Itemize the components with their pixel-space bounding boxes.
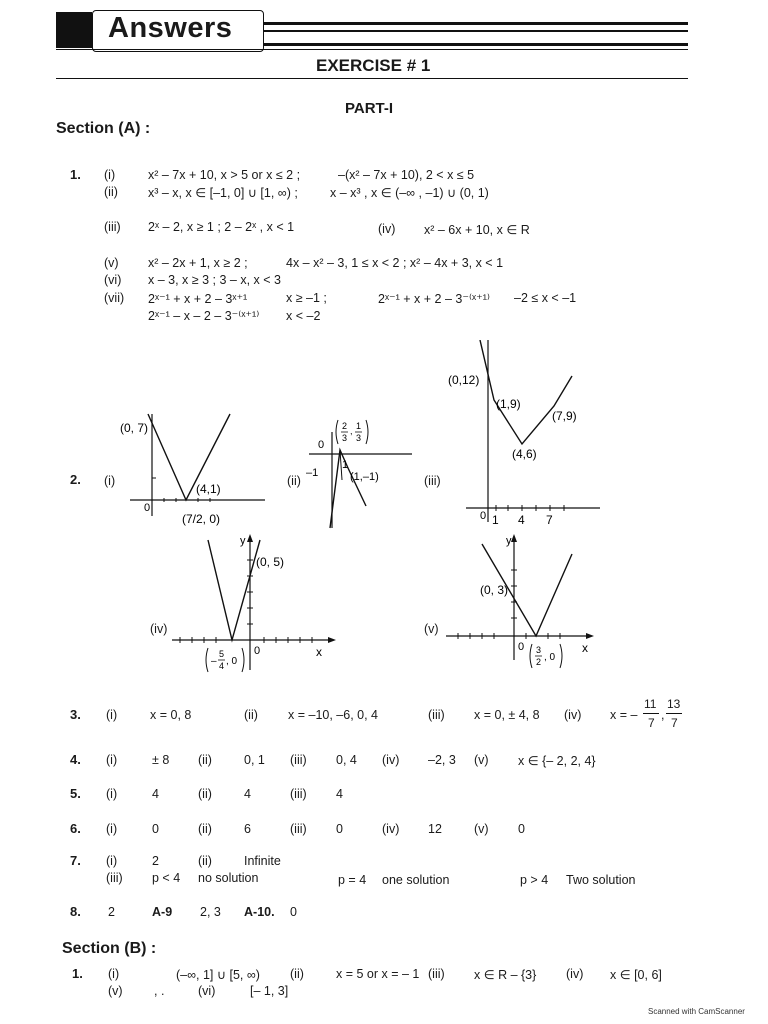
- b-q1-v1: (–∞, 1] ∪ [5, ∞): [176, 968, 260, 982]
- exercise-title: EXERCISE # 1: [316, 56, 431, 75]
- graph-v-y: y: [506, 535, 512, 547]
- graph-iii-t4: 4: [518, 513, 525, 527]
- q6-l4: (iv): [382, 822, 400, 836]
- header-title: Answers: [108, 12, 233, 44]
- q1-i-b: –(x² – 7x + 10), 2 < x ≤ 5: [338, 168, 475, 182]
- q3-iii-label: (iii): [428, 708, 445, 722]
- q1-vi-label: (vi): [104, 273, 122, 287]
- q1-vii-b1: 2ˣ⁻¹ + x + 2 – 3⁻⁽ˣ⁺¹⁾: [378, 292, 490, 306]
- q1-vii-label: (vii): [104, 291, 125, 305]
- header-rule-mid: [264, 30, 688, 32]
- graph-i-pt3: (7/2, 0): [182, 512, 221, 526]
- q2-number: 2.: [70, 472, 81, 487]
- q4-v3: 0, 4: [336, 753, 357, 767]
- q1-vii-c2: x < –2: [286, 309, 321, 323]
- b-q1-l2: (ii): [290, 967, 304, 981]
- q4-v5: x ∈ {– 2, 2, 4}: [518, 754, 596, 768]
- graph-iv-x: x: [316, 645, 322, 659]
- q3-frac1-num: 11: [644, 697, 657, 711]
- b-q1-l6: (vi): [198, 984, 216, 998]
- graph-v-xint-post: , 0: [544, 652, 556, 663]
- header-rule-lines: [264, 22, 688, 46]
- q4-number: 4.: [70, 752, 81, 767]
- graph-iii-p4: (4,6): [512, 447, 537, 461]
- q8-value: 2: [108, 905, 115, 919]
- q3-number: 3.: [70, 707, 81, 722]
- part-title: PART-I: [345, 100, 394, 117]
- graph-iv: [170, 530, 340, 680]
- q7-a: p < 4: [152, 871, 181, 885]
- q7-b: no solution: [198, 871, 259, 885]
- graph-iv-curve: [208, 540, 260, 640]
- q6-l3: (iii): [290, 822, 307, 836]
- q1-i-a: x² – 7x + 10, x > 5 or x ≤ 2 ;: [148, 168, 301, 182]
- graph-iv-xint-d: 4: [219, 661, 225, 671]
- graph-ii-pt: (1,–1): [350, 471, 379, 483]
- q1-ii-label: (ii): [104, 185, 118, 199]
- q1-ii-a: x³ – x, x ∈ [–1, 0] ∪ [1, ∞) ;: [148, 186, 298, 200]
- q7-v2: Infinite: [244, 854, 281, 868]
- b-q1-v3: x ∈ R – {3}: [474, 968, 537, 982]
- q7-number: 7.: [70, 853, 81, 868]
- graph-v-zero: 0: [518, 641, 525, 653]
- q3-frac2-num: 13: [667, 697, 681, 711]
- q1-vii-b2: –2 ≤ x < –1: [514, 291, 577, 305]
- exercise-rule: [56, 78, 688, 79]
- graph-iii: [446, 340, 606, 532]
- q1-iii-a: 2ˣ – 2, x ≥ 1 ; 2 – 2ˣ , x < 1: [148, 220, 295, 234]
- graph-i-pt2: (4,1): [196, 482, 221, 496]
- graph-iii-p2: (1,9): [496, 397, 521, 411]
- graph-ii: [304, 412, 414, 532]
- q6-v1: 0: [152, 822, 159, 836]
- q6-v3: 0: [336, 822, 343, 836]
- graph-i-pt1: (0, 7): [120, 421, 149, 435]
- q3-frac1-den: 7: [648, 716, 655, 730]
- q1-iv-a: x² – 6x + 10, x ∈ R: [424, 223, 530, 237]
- q4-l5: (v): [474, 753, 489, 767]
- q6-number: 6.: [70, 821, 81, 836]
- graph-iv-zero: 0: [254, 645, 261, 657]
- q5-v1: 4: [152, 787, 159, 801]
- q6-l1: (i): [106, 822, 118, 836]
- graph-v-x: x: [582, 641, 588, 655]
- graph-ii-frac-n2: 1: [356, 421, 362, 431]
- q6-v2: 6: [244, 822, 251, 836]
- graph-i-origin: 0: [144, 502, 151, 514]
- q5-number: 5.: [70, 786, 81, 801]
- q3-iv-prefix: x = –: [610, 708, 638, 722]
- q3-i-label: (i): [106, 708, 118, 722]
- q1-v-label: (v): [104, 256, 119, 270]
- q3-frac2-bar: [666, 713, 682, 714]
- q3-frac2-den: 7: [671, 716, 678, 730]
- graph-v-pt: (0, 3): [480, 583, 509, 597]
- graph-iii-p1: (0,12): [448, 373, 480, 387]
- q4-l3: (iii): [290, 753, 307, 767]
- b-q1-l5: (v): [108, 984, 123, 998]
- q8-a9-label: A-9: [152, 905, 173, 919]
- q1-v-b: 4x – x² – 3, 1 ≤ x < 2 ; x² – 4x + 3, x < 1: [286, 256, 504, 270]
- q8-a9-value: 2, 3: [200, 905, 221, 919]
- section-a-heading: Section (A) :: [56, 120, 151, 137]
- q3-frac-comma: ,: [661, 708, 665, 722]
- q5-l3: (iii): [290, 787, 307, 801]
- q5-l2: (ii): [198, 787, 212, 801]
- q4-l4: (iv): [382, 753, 400, 767]
- b-q1-number: 1.: [72, 966, 83, 981]
- q6-v4: 12: [428, 822, 442, 836]
- b-q1-l3: (iii): [428, 967, 445, 981]
- graph-iv-pt: (0, 5): [256, 555, 285, 569]
- q2-iv-label: (iv): [150, 622, 168, 636]
- graph-iv-xint-n: 5: [219, 649, 225, 659]
- q7-l3: (iii): [106, 871, 123, 885]
- q1-iii-label: (iii): [104, 220, 121, 234]
- q4-v1: ± 8: [152, 753, 170, 767]
- graph-v-xint-n: 3: [536, 645, 542, 655]
- q7-e: p > 4: [520, 873, 549, 887]
- b-q1-l1: (i): [108, 967, 120, 981]
- q8-number: 8.: [70, 904, 81, 919]
- graph-iv-xint-pre: –: [211, 656, 217, 667]
- q5-l1: (i): [106, 787, 118, 801]
- q1-vii-a1: 2ˣ⁻¹ + x + 2 – 3ˣ⁺¹: [148, 292, 248, 306]
- q8-a10-label: A-10.: [244, 905, 275, 919]
- q1-v-a: x² – 2x + 1, x ≥ 2 ;: [148, 256, 248, 270]
- q2-ii-label: (ii): [287, 474, 301, 488]
- q1-vii-a2: x ≥ –1 ;: [286, 291, 327, 305]
- q1-ii-b: x – x³ , x ∈ (–∞ , –1) ∪ (0, 1): [330, 186, 489, 200]
- graph-iii-curve: [480, 340, 572, 444]
- b-q1-v5: , .: [154, 984, 165, 998]
- q4-l1: (i): [106, 753, 118, 767]
- q4-v4: –2, 3: [428, 753, 456, 767]
- q6-v5: 0: [518, 822, 525, 836]
- q1-i-label: (i): [104, 168, 116, 182]
- b-q1-v4: x ∈ [0, 6]: [610, 968, 662, 982]
- q3-iv-label: (iv): [564, 708, 582, 722]
- graph-ii-o: 0: [318, 439, 325, 451]
- q7-v1: 2: [152, 854, 159, 868]
- q5-v2: 4: [244, 787, 251, 801]
- q7-c: p = 4: [338, 873, 367, 887]
- b-q1-v6: [– 1, 3]: [250, 984, 289, 998]
- q1-number: 1.: [70, 167, 81, 182]
- graph-i: [120, 408, 270, 530]
- graph-v-xint-d: 2: [536, 657, 542, 667]
- q1-vi-a: x – 3, x ≥ 3 ; 3 – x, x < 3: [148, 273, 281, 287]
- q3-iii-value: x = 0, ± 4, 8: [474, 708, 540, 722]
- q5-v3: 4: [336, 787, 343, 801]
- svg-text:,: ,: [350, 426, 353, 436]
- graph-v: [442, 530, 602, 680]
- q4-l2: (ii): [198, 753, 212, 767]
- graph-iii-t1: 1: [492, 513, 499, 527]
- q3-frac1-bar: [643, 713, 659, 714]
- q6-l5: (v): [474, 822, 489, 836]
- b-q1-v2: x = 5 or x = – 1: [336, 967, 420, 981]
- q7-l2: (ii): [198, 854, 212, 868]
- q1-iv-label: (iv): [378, 222, 396, 236]
- scanner-watermark: Scanned with CamScanner: [648, 1007, 745, 1016]
- q3-ii-value: x = –10, –6, 0, 4: [288, 708, 378, 722]
- header-left-block: [56, 12, 92, 48]
- b-q1-l4: (iv): [566, 967, 584, 981]
- graph-ii-one: 1: [342, 459, 349, 471]
- q2-iii-label: (iii): [424, 474, 441, 488]
- q3-ii-label: (ii): [244, 708, 258, 722]
- q7-l1: (i): [106, 854, 118, 868]
- graph-ii-frac-d1: 3: [342, 433, 348, 443]
- q2-v-label: (v): [424, 622, 439, 636]
- q7-d: one solution: [382, 873, 450, 887]
- q6-l2: (ii): [198, 822, 212, 836]
- graph-ii-frac-n1: 2: [342, 421, 348, 431]
- graph-ii-m1: –1: [306, 467, 319, 479]
- q1-vii-c1: 2ˣ⁻¹ – x – 2 – 3⁻⁽ˣ⁺¹⁾: [148, 309, 260, 323]
- graph-ii-frac-d2: 3: [356, 433, 362, 443]
- graph-iii-p3: (7,9): [552, 409, 577, 423]
- graph-iii-t7: 7: [546, 513, 553, 527]
- header-bottom-rule: [56, 49, 688, 50]
- graph-iv-xint-post: , 0: [226, 656, 238, 667]
- q2-i-label: (i): [104, 474, 116, 488]
- graph-iii-t0: 0: [480, 510, 487, 522]
- q3-i-value: x = 0, 8: [150, 708, 192, 722]
- q4-v2: 0, 1: [244, 753, 265, 767]
- q7-f: Two solution: [566, 873, 636, 887]
- section-b-heading: Section (B) :: [62, 940, 157, 957]
- graph-iv-y: y: [240, 535, 246, 547]
- q8-a10-value: 0: [290, 905, 297, 919]
